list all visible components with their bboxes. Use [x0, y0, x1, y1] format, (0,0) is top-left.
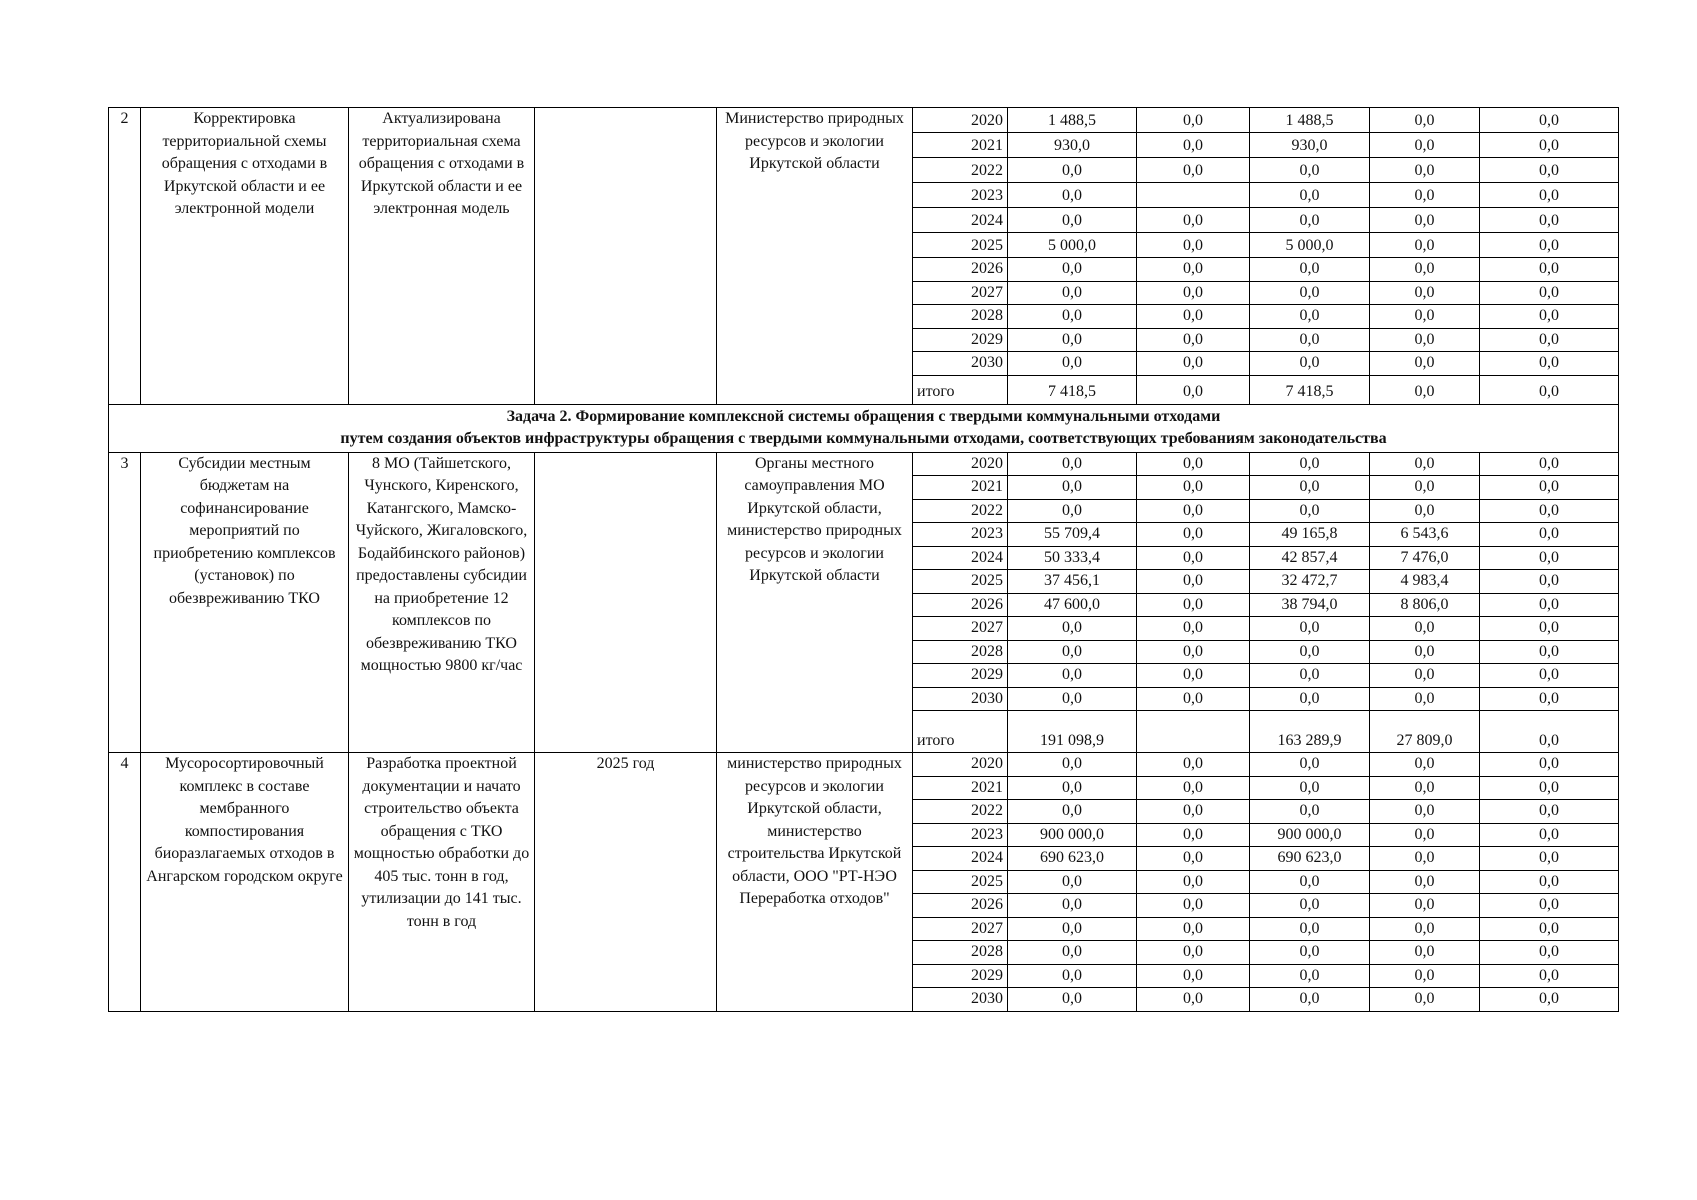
value-cell: 0,0	[1250, 452, 1370, 476]
value-cell: 0,0	[1480, 847, 1619, 871]
value-cell: 0,0	[1137, 941, 1250, 965]
value-cell: 0,0	[1370, 617, 1480, 641]
value-cell: 0,0	[1250, 328, 1370, 352]
value-cell: 0,0	[1137, 617, 1250, 641]
deadline: 2025 год	[535, 753, 717, 1012]
value-cell: 0,0	[1250, 158, 1370, 183]
value-cell: 0,0	[1008, 664, 1137, 688]
value-cell: 0,0	[1008, 894, 1137, 918]
value-cell: 0,0	[1480, 941, 1619, 965]
value-cell: 0,0	[1137, 133, 1250, 158]
total-value: 27 809,0	[1370, 711, 1480, 753]
value-cell: 0,0	[1008, 640, 1137, 664]
year-cell: 2027	[913, 917, 1008, 941]
total-label: итого	[913, 375, 1008, 404]
value-cell: 0,0	[1008, 183, 1137, 208]
value-cell: 0,0	[1137, 233, 1250, 258]
year-cell: 2030	[913, 988, 1008, 1012]
task-heading-line1: Задача 2. Формирование комплексной системы обращения с твердыми коммунальными отходами	[506, 407, 1221, 425]
value-cell: 8 806,0	[1370, 593, 1480, 617]
value-cell: 0,0	[1137, 847, 1250, 871]
value-cell: 0,0	[1008, 941, 1137, 965]
year-cell: 2022	[913, 800, 1008, 824]
value-cell: 0,0	[1250, 183, 1370, 208]
year-cell: 2029	[913, 328, 1008, 352]
value-cell: 0,0	[1480, 258, 1619, 282]
total-value: 0,0	[1480, 375, 1619, 404]
year-row	[109, 452, 1619, 476]
total-value: 7 418,5	[1250, 375, 1370, 404]
value-cell: 47 600,0	[1008, 593, 1137, 617]
value-cell: 0,0	[1370, 133, 1480, 158]
year-cell: 2026	[913, 593, 1008, 617]
value-cell: 0,0	[1370, 800, 1480, 824]
value-cell: 0,0	[1008, 687, 1137, 711]
value-cell: 0,0	[1250, 964, 1370, 988]
year-cell: 2022	[913, 499, 1008, 523]
expected-result: Актуализирована территориальная схема обращения с отходами в Иркутской области и ее электронная модель	[349, 108, 535, 405]
value-cell: 0,0	[1250, 870, 1370, 894]
value-cell: 0,0	[1137, 640, 1250, 664]
value-cell: 0,0	[1370, 305, 1480, 329]
value-cell: 0,0	[1480, 281, 1619, 305]
value-cell: 0,0	[1137, 108, 1250, 133]
year-cell: 2025	[913, 233, 1008, 258]
value-cell: 0,0	[1008, 917, 1137, 941]
value-cell: 0,0	[1370, 281, 1480, 305]
value-cell: 32 472,7	[1250, 570, 1370, 594]
task-heading-line2: путем создания объектов инфраструктуры обращения с твердыми коммунальными отходами, соответствующих требованиям законодательства	[340, 430, 1387, 447]
total-value: 0,0	[1370, 375, 1480, 404]
year-cell: 2027	[913, 617, 1008, 641]
value-cell: 0,0	[1250, 800, 1370, 824]
value-cell: 0,0	[1480, 988, 1619, 1012]
value-cell: 0,0	[1250, 281, 1370, 305]
value-cell: 0,0	[1008, 258, 1137, 282]
year-cell: 2028	[913, 941, 1008, 965]
value-cell: 0,0	[1008, 964, 1137, 988]
value-cell: 0,0	[1480, 546, 1619, 570]
value-cell: 0,0	[1480, 476, 1619, 500]
year-cell: 2023	[913, 183, 1008, 208]
year-cell: 2026	[913, 894, 1008, 918]
value-cell: 0,0	[1137, 208, 1250, 233]
total-value	[1137, 711, 1250, 753]
value-cell: 0,0	[1480, 352, 1619, 376]
value-cell: 0,0	[1370, 687, 1480, 711]
value-cell: 0,0	[1480, 208, 1619, 233]
value-cell: 0,0	[1480, 523, 1619, 547]
value-cell: 7 476,0	[1370, 546, 1480, 570]
value-cell: 0,0	[1137, 452, 1250, 476]
value-cell: 0,0	[1480, 800, 1619, 824]
value-cell: 0,0	[1370, 499, 1480, 523]
executor: Министерство природных ресурсов и экологии Иркутской области	[717, 108, 913, 405]
value-cell: 1 488,5	[1008, 108, 1137, 133]
value-cell: 0,0	[1008, 753, 1137, 777]
year-cell: 2021	[913, 776, 1008, 800]
value-cell: 0,0	[1137, 823, 1250, 847]
year-cell: 2023	[913, 523, 1008, 547]
value-cell: 0,0	[1370, 183, 1480, 208]
total-value: 163 289,9	[1250, 711, 1370, 753]
value-cell: 0,0	[1480, 499, 1619, 523]
value-cell: 0,0	[1480, 917, 1619, 941]
year-cell: 2024	[913, 208, 1008, 233]
row-number: 4	[109, 753, 141, 1012]
value-cell: 0,0	[1370, 988, 1480, 1012]
value-cell: 0,0	[1370, 664, 1480, 688]
value-cell: 0,0	[1008, 988, 1137, 1012]
value-cell: 0,0	[1480, 328, 1619, 352]
year-cell: 2028	[913, 640, 1008, 664]
value-cell: 0,0	[1480, 964, 1619, 988]
value-cell: 0,0	[1137, 476, 1250, 500]
value-cell: 0,0	[1137, 158, 1250, 183]
value-cell: 0,0	[1137, 523, 1250, 547]
expected-result: Разработка проектной документации и начато строительство объекта обращения с ТКО мощностью обработки до 405 тыс. тонн в год, утилизации до 141 тыс. тонн в год	[349, 753, 535, 1012]
value-cell: 0,0	[1137, 687, 1250, 711]
value-cell: 0,0	[1008, 328, 1137, 352]
expected-result: 8 МО (Тайшетского, Чунского, Киренского, Катангского, Мамско-Чуйского, Жигаловского, Бодайбинского районов) предоставлены субсидии на приобретение 12 комплексов по обезвреживанию ТКО мощностью 9800 кг/час	[349, 452, 535, 753]
year-cell: 2027	[913, 281, 1008, 305]
value-cell: 0,0	[1250, 476, 1370, 500]
year-cell: 2023	[913, 823, 1008, 847]
value-cell: 0,0	[1370, 753, 1480, 777]
value-cell: 0,0	[1137, 988, 1250, 1012]
value-cell: 0,0	[1250, 687, 1370, 711]
value-cell: 0,0	[1370, 964, 1480, 988]
total-value: 7 418,5	[1008, 375, 1137, 404]
value-cell: 0,0	[1480, 753, 1619, 777]
value-cell: 0,0	[1137, 546, 1250, 570]
value-cell: 0,0	[1250, 258, 1370, 282]
value-cell: 690 623,0	[1250, 847, 1370, 871]
value-cell: 690 623,0	[1008, 847, 1137, 871]
value-cell: 0,0	[1008, 617, 1137, 641]
task-heading	[109, 404, 1619, 452]
deadline	[535, 108, 717, 405]
value-cell: 0,0	[1250, 305, 1370, 329]
year-cell: 2028	[913, 305, 1008, 329]
program-table	[108, 107, 1619, 1012]
value-cell: 0,0	[1370, 233, 1480, 258]
value-cell: 0,0	[1480, 870, 1619, 894]
year-cell: 2021	[913, 133, 1008, 158]
value-cell: 0,0	[1480, 183, 1619, 208]
value-cell: 0,0	[1250, 208, 1370, 233]
year-cell: 2029	[913, 664, 1008, 688]
value-cell: 0,0	[1008, 208, 1137, 233]
value-cell: 0,0	[1370, 823, 1480, 847]
value-cell: 0,0	[1250, 753, 1370, 777]
value-cell: 55 709,4	[1008, 523, 1137, 547]
value-cell: 0,0	[1008, 158, 1137, 183]
value-cell	[1137, 183, 1250, 208]
year-cell: 2026	[913, 258, 1008, 282]
value-cell: 0,0	[1480, 776, 1619, 800]
value-cell: 0,0	[1370, 452, 1480, 476]
value-cell: 0,0	[1137, 570, 1250, 594]
value-cell: 0,0	[1250, 640, 1370, 664]
value-cell: 0,0	[1480, 158, 1619, 183]
value-cell: 0,0	[1370, 941, 1480, 965]
value-cell: 0,0	[1137, 894, 1250, 918]
value-cell: 0,0	[1008, 281, 1137, 305]
value-cell: 5 000,0	[1250, 233, 1370, 258]
value-cell: 0,0	[1480, 617, 1619, 641]
year-cell: 2024	[913, 546, 1008, 570]
value-cell: 0,0	[1480, 894, 1619, 918]
value-cell: 0,0	[1137, 499, 1250, 523]
value-cell: 0,0	[1137, 258, 1250, 282]
value-cell: 0,0	[1370, 870, 1480, 894]
value-cell: 0,0	[1137, 281, 1250, 305]
value-cell: 0,0	[1480, 664, 1619, 688]
value-cell: 0,0	[1480, 687, 1619, 711]
value-cell: 0,0	[1008, 776, 1137, 800]
value-cell: 0,0	[1370, 328, 1480, 352]
value-cell: 0,0	[1250, 499, 1370, 523]
value-cell: 900 000,0	[1250, 823, 1370, 847]
value-cell: 0,0	[1137, 305, 1250, 329]
value-cell: 37 456,1	[1008, 570, 1137, 594]
value-cell: 0,0	[1137, 800, 1250, 824]
value-cell: 0,0	[1370, 847, 1480, 871]
value-cell: 0,0	[1008, 352, 1137, 376]
value-cell: 0,0	[1480, 823, 1619, 847]
value-cell: 0,0	[1137, 328, 1250, 352]
value-cell: 0,0	[1250, 941, 1370, 965]
value-cell: 0,0	[1370, 208, 1480, 233]
value-cell: 0,0	[1480, 108, 1619, 133]
value-cell: 0,0	[1250, 664, 1370, 688]
value-cell: 900 000,0	[1008, 823, 1137, 847]
value-cell: 0,0	[1480, 305, 1619, 329]
measure-name: Субсидии местным бюджетам на софинансирование мероприятий по приобретению комплексов (установок) по обезвреживанию ТКО	[141, 452, 349, 753]
value-cell: 0,0	[1480, 593, 1619, 617]
measure-name: Корректировка территориальной схемы обращения с отходами в Иркутской области и ее электронной модели	[141, 108, 349, 405]
row-number: 2	[109, 108, 141, 405]
value-cell: 0,0	[1008, 476, 1137, 500]
value-cell: 0,0	[1250, 917, 1370, 941]
total-label: итого	[913, 711, 1008, 753]
value-cell: 0,0	[1480, 233, 1619, 258]
value-cell: 0,0	[1370, 158, 1480, 183]
year-cell: 2021	[913, 476, 1008, 500]
executor: министерство природных ресурсов и экологии Иркутской области, министерство строительства Иркутской области, ООО "РТ-НЭО Переработка отходов"	[717, 753, 913, 1012]
value-cell: 0,0	[1008, 305, 1137, 329]
year-row	[109, 108, 1619, 133]
year-cell: 2024	[913, 847, 1008, 871]
value-cell: 1 488,5	[1250, 108, 1370, 133]
value-cell: 0,0	[1480, 570, 1619, 594]
value-cell: 930,0	[1008, 133, 1137, 158]
value-cell: 0,0	[1370, 108, 1480, 133]
value-cell: 0,0	[1480, 452, 1619, 476]
value-cell: 0,0	[1008, 800, 1137, 824]
value-cell: 0,0	[1370, 640, 1480, 664]
measure-name: Мусоросортировочный комплекс в составе мембранного компостирования биоразлагаемых отходов в Ангарском городском округе	[141, 753, 349, 1012]
executor: Органы местного самоуправления МО Иркутской области, министерство природных ресурсов и экологии Иркутской области	[717, 452, 913, 753]
year-cell: 2030	[913, 352, 1008, 376]
year-cell: 2020	[913, 753, 1008, 777]
value-cell: 0,0	[1370, 776, 1480, 800]
year-cell: 2030	[913, 687, 1008, 711]
value-cell: 6 543,6	[1370, 523, 1480, 547]
value-cell: 0,0	[1250, 352, 1370, 376]
value-cell: 0,0	[1250, 894, 1370, 918]
value-cell: 49 165,8	[1250, 523, 1370, 547]
task-heading-row	[109, 404, 1619, 452]
year-cell: 2025	[913, 570, 1008, 594]
value-cell: 0,0	[1250, 617, 1370, 641]
value-cell: 0,0	[1250, 988, 1370, 1012]
value-cell: 0,0	[1008, 452, 1137, 476]
year-row	[109, 753, 1619, 777]
value-cell: 0,0	[1480, 133, 1619, 158]
value-cell: 0,0	[1008, 499, 1137, 523]
value-cell: 0,0	[1008, 870, 1137, 894]
row-number: 3	[109, 452, 141, 753]
value-cell: 5 000,0	[1008, 233, 1137, 258]
value-cell: 0,0	[1137, 964, 1250, 988]
year-cell: 2020	[913, 452, 1008, 476]
value-cell: 0,0	[1137, 664, 1250, 688]
year-cell: 2025	[913, 870, 1008, 894]
value-cell: 0,0	[1370, 894, 1480, 918]
value-cell: 0,0	[1250, 776, 1370, 800]
value-cell: 4 983,4	[1370, 570, 1480, 594]
total-value: 0,0	[1137, 375, 1250, 404]
total-value: 0,0	[1480, 711, 1619, 753]
value-cell: 0,0	[1370, 352, 1480, 376]
value-cell: 0,0	[1137, 352, 1250, 376]
total-value: 191 098,9	[1008, 711, 1137, 753]
value-cell: 0,0	[1370, 917, 1480, 941]
value-cell: 0,0	[1137, 870, 1250, 894]
deadline	[535, 452, 717, 753]
year-cell: 2020	[913, 108, 1008, 133]
value-cell: 0,0	[1370, 258, 1480, 282]
value-cell: 0,0	[1137, 917, 1250, 941]
value-cell: 50 333,4	[1008, 546, 1137, 570]
year-cell: 2029	[913, 964, 1008, 988]
value-cell: 0,0	[1137, 593, 1250, 617]
year-cell: 2022	[913, 158, 1008, 183]
value-cell: 0,0	[1137, 776, 1250, 800]
value-cell: 0,0	[1137, 753, 1250, 777]
value-cell: 930,0	[1250, 133, 1370, 158]
value-cell: 38 794,0	[1250, 593, 1370, 617]
value-cell: 0,0	[1370, 476, 1480, 500]
value-cell: 0,0	[1480, 640, 1619, 664]
value-cell: 42 857,4	[1250, 546, 1370, 570]
